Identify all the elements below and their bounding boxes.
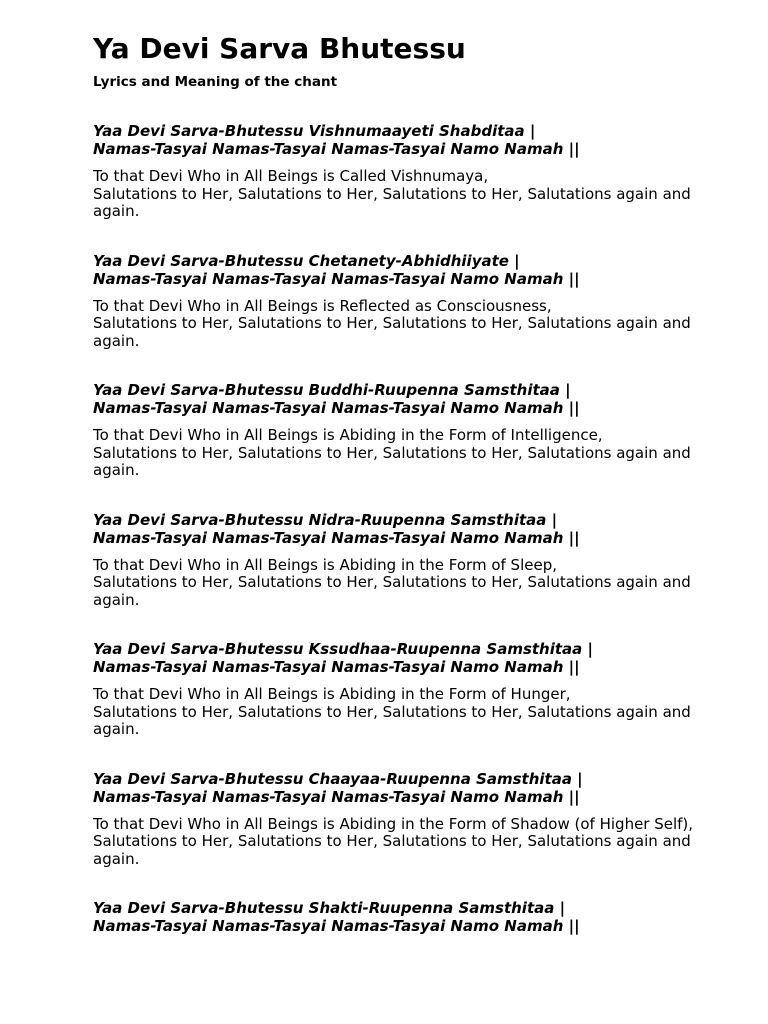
- document-title: Ya Devi Sarva Bhutessu: [93, 32, 466, 65]
- verse-meaning: [93, 557, 713, 610]
- meaning-line: To that Devi Who in All Beings is Abiding in the Form of Intelligence,: [93, 426, 603, 444]
- document-subtitle: Lyrics and Meaning of the chant: [93, 74, 338, 90]
- verse-block: [93, 511, 713, 610]
- meaning-line: To that Devi Who in All Beings is Called Vishnumaya,: [93, 167, 489, 185]
- verse-meaning: [93, 686, 713, 739]
- lyric-line: Namas-Tasyai Namas-Tasyai Namas-Tasyai Namo Namah ||: [93, 399, 580, 417]
- meaning-line: To that Devi Who in All Beings is Abiding in the Form of Hunger,: [93, 685, 571, 703]
- verse-block: [93, 640, 713, 739]
- meaning-line: To that Devi Who in All Beings is Reflected as Consciousness,: [93, 296, 552, 315]
- lyric-line: Yaa Devi Sarva-Bhutessu Buddhi-Ruupenna Samsthitaa |: [93, 381, 571, 399]
- lyric-line: Yaa Devi Sarva-Bhutessu Shakti-Ruupenna Samsthitaa |: [93, 899, 566, 917]
- lyric-line: Yaa Devi Sarva-Bhutessu Vishnumaayeti Shabditaa |: [93, 122, 536, 140]
- lyric-line: Namas-Tasyai Namas-Tasyai Namas-Tasyai Namo Namah ||: [93, 658, 580, 676]
- lyric-line: Yaa Devi Sarva-Bhutessu Chetanety-Abhidhiiyate |: [93, 251, 520, 270]
- verse-block: [93, 770, 713, 869]
- verse-meaning: [93, 298, 713, 351]
- document-page: [93, 32, 713, 966]
- meaning-line: To that Devi Who in All Beings is Abiding in the Form of Shadow (of Higher Self),: [93, 814, 694, 833]
- sanskrit-lyrics: [93, 122, 713, 158]
- sanskrit-lyrics: [93, 252, 713, 288]
- meaning-line: Salutations to Her, Salutations to Her, Salutations to Her, Salutations again and again.: [93, 832, 691, 868]
- lyric-line: Yaa Devi Sarva-Bhutessu Chaayaa-Ruupenna Samsthitaa |: [93, 769, 583, 788]
- sanskrit-lyrics: [93, 899, 713, 935]
- sanskrit-lyrics: [93, 770, 713, 806]
- sanskrit-lyrics: [93, 511, 713, 547]
- lyric-line: Namas-Tasyai Namas-Tasyai Namas-Tasyai Namo Namah ||: [93, 528, 580, 547]
- verse-meaning: [93, 427, 713, 480]
- sanskrit-lyrics: [93, 381, 713, 417]
- meaning-line: Salutations to Her, Salutations to Her, Salutations to Her, Salutations again and again.: [93, 443, 691, 479]
- verse-meaning: [93, 168, 713, 221]
- lyric-line: Namas-Tasyai Namas-Tasyai Namas-Tasyai Namo Namah ||: [93, 140, 580, 158]
- sanskrit-lyrics: [93, 640, 713, 676]
- meaning-line: To that Devi Who in All Beings is Abiding in the Form of Sleep,: [93, 555, 557, 574]
- verse-meaning: [93, 816, 713, 869]
- verse-block: [93, 899, 713, 935]
- lyric-line: Yaa Devi Sarva-Bhutessu Kssudhaa-Ruupenna Samsthitaa |: [93, 640, 593, 658]
- meaning-line: Salutations to Her, Salutations to Her, Salutations to Her, Salutations again and again.: [93, 184, 691, 220]
- lyric-line: Namas-Tasyai Namas-Tasyai Namas-Tasyai Namo Namah ||: [93, 269, 580, 288]
- verse-block: [93, 381, 713, 480]
- meaning-line: Salutations to Her, Salutations to Her, Salutations to Her, Salutations again and again.: [93, 573, 691, 609]
- meaning-line: Salutations to Her, Salutations to Her, Salutations to Her, Salutations again and again.: [93, 702, 691, 738]
- verse-block: [93, 252, 713, 351]
- meaning-line: Salutations to Her, Salutations to Her, Salutations to Her, Salutations again and again.: [93, 314, 691, 350]
- verse-block: [93, 122, 713, 221]
- verse-list: [93, 122, 713, 935]
- lyric-line: Namas-Tasyai Namas-Tasyai Namas-Tasyai Namo Namah ||: [93, 787, 580, 806]
- lyric-line: Namas-Tasyai Namas-Tasyai Namas-Tasyai Namo Namah ||: [93, 917, 580, 935]
- lyric-line: Yaa Devi Sarva-Bhutessu Nidra-Ruupenna Samsthitaa |: [93, 510, 558, 529]
